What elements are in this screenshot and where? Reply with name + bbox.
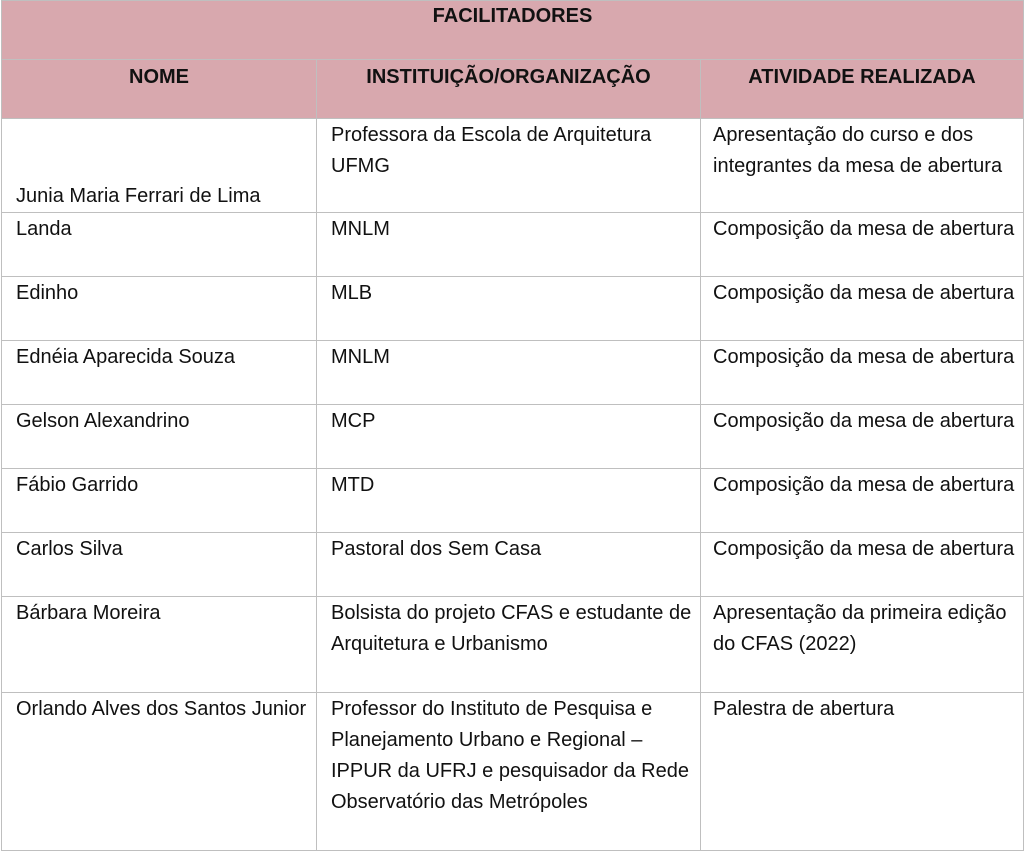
column-header-nome: NOME	[2, 60, 317, 119]
cell-nome: Fábio Garrido	[2, 469, 317, 533]
table-row	[2, 405, 1024, 469]
cell-nome: Ednéia Aparecida Souza	[2, 341, 317, 405]
cell-instituicao: Pastoral dos Sem Casa	[317, 533, 701, 597]
table-row	[2, 213, 1024, 277]
cell-atividade: Apresentação do curso e dos integrantes da mesa de abertura	[701, 119, 1024, 213]
facilitadores-table	[1, 0, 1024, 851]
table-row	[2, 119, 1024, 213]
cell-nome: Gelson Alexandrino	[2, 405, 317, 469]
cell-atividade: Composição da mesa de abertura	[701, 533, 1024, 597]
cell-atividade: Composição da mesa de abertura	[701, 341, 1024, 405]
cell-nome: Junia Maria Ferrari de Lima	[2, 119, 317, 213]
cell-atividade: Composição da mesa de abertura	[701, 277, 1024, 341]
cell-nome: Landa	[2, 213, 317, 277]
cell-nome: Carlos Silva	[2, 533, 317, 597]
table-header-row	[2, 60, 1024, 119]
cell-instituicao: MLB	[317, 277, 701, 341]
cell-instituicao: MNLM	[317, 341, 701, 405]
cell-atividade: Apresentação da primeira edição do CFAS (2022)	[701, 597, 1024, 693]
cell-nome: Edinho	[2, 277, 317, 341]
cell-atividade: Composição da mesa de abertura	[701, 213, 1024, 277]
column-header-instituicao: INSTITUIÇÃO/ORGANIZAÇÃO	[317, 60, 701, 119]
table-row	[2, 277, 1024, 341]
cell-nome: Orlando Alves dos Santos Junior	[2, 693, 317, 851]
table-title: FACILITADORES	[2, 1, 1024, 60]
cell-instituicao: Professor do Instituto de Pesquisa e Planejamento Urbano e Regional – IPPUR da UFRJ e pesquisador da Rede Observatório das Metrópoles	[317, 693, 701, 851]
table-title-row	[2, 1, 1024, 60]
cell-instituicao: Professora da Escola de Arquitetura UFMG	[317, 119, 701, 213]
cell-instituicao: MCP	[317, 405, 701, 469]
cell-instituicao: Bolsista do projeto CFAS e estudante de Arquitetura e Urbanismo	[317, 597, 701, 693]
cell-nome: Bárbara Moreira	[2, 597, 317, 693]
cell-atividade: Composição da mesa de abertura	[701, 469, 1024, 533]
cell-atividade: Composição da mesa de abertura	[701, 405, 1024, 469]
cell-instituicao: MTD	[317, 469, 701, 533]
table-row	[2, 469, 1024, 533]
table-row	[2, 533, 1024, 597]
cell-atividade: Palestra de abertura	[701, 693, 1024, 851]
table-row	[2, 693, 1024, 851]
cell-instituicao: MNLM	[317, 213, 701, 277]
table-row	[2, 597, 1024, 693]
table-row	[2, 341, 1024, 405]
column-header-atividade: ATIVIDADE REALIZADA	[701, 60, 1024, 119]
